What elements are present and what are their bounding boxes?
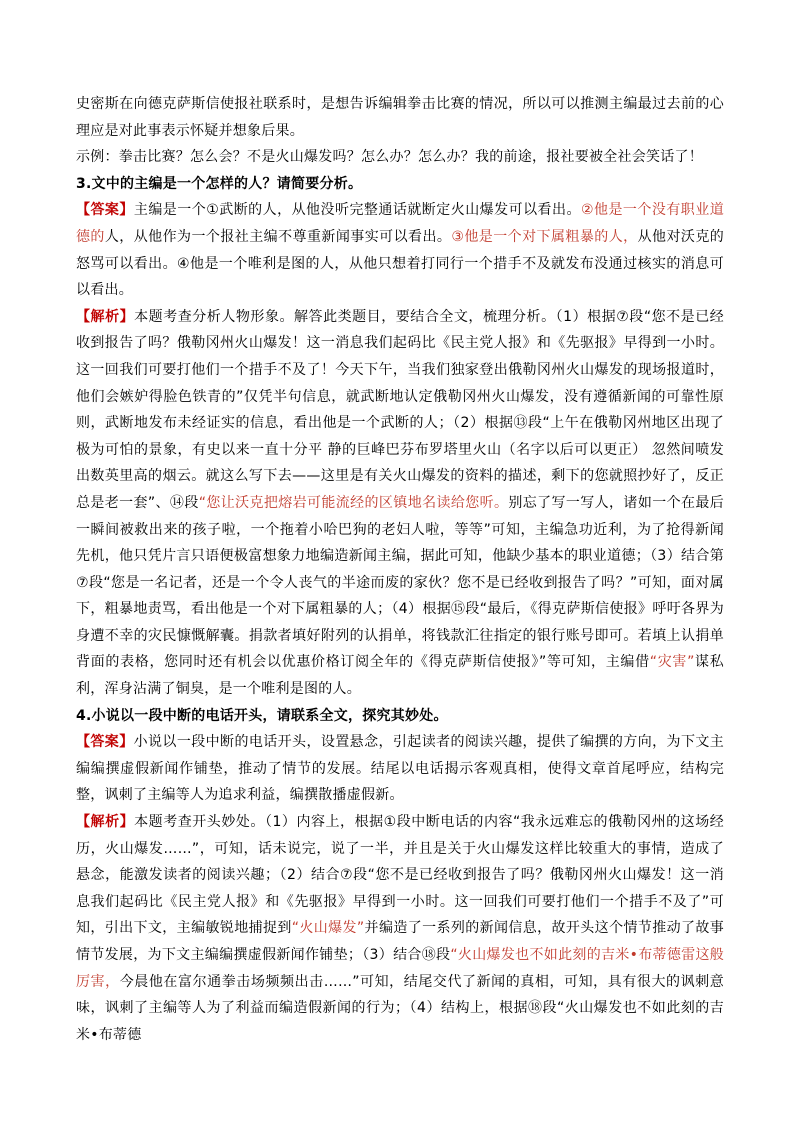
explanation-3-highlight-2: “灾害” [649,654,695,671]
explanation-4-text-1: 本题考查开头妙处。（1）内容上，根据①段中断电话的内容“我永远难忘的俄勒冈州的这场经历，火山爆发……”，可知，话未说完，说了一半，并且是关于火山爆发这样比较重大的事情，造成了悬念，能激发读者的阅读兴趣；（2）结合⑦段“您不是已经收到报告了吗？俄勒冈州火山爆发！这一消息我们起码比《民主党人报》和《先驱报》早得到一小时。这一回我们可要打他们一个措手不及了”可知，引出下文，主编敏锐地捕捉到 [76,814,724,937]
question-4: 4.小说以一段中断的电话开头，请联系全文，探究其妙处。 [76,707,448,724]
explanation-4-highlight-2: “火山爆发也不如此刻的吉米•布蒂德雷这般厉害， [76,947,725,990]
answer-tag: 【答案】 [76,734,134,751]
explanation-tag: 【解析】 [76,814,135,831]
explanation-4-text-3: 今晨他在富尔通拳击场频频出击……”可知，结尾交代了新闻的真相，可知，具有很大的讽刺意味，讽刺了主编等人为了利益而编造假新闻的行为；（4）结构上，根据⑱段“火山爆发也不如此刻的吉米•布蒂德 [76,973,724,1043]
answer-4 [76,729,724,809]
explanation-4-highlight-1: “火山爆发” [291,920,365,937]
paragraph-example: 示例：拳击比赛？怎么会？不是火山爆发吗？怎么办？怎么办？我的前途，报社要被全社会笑话了！ [76,149,703,166]
paragraph-context: 史密斯在向德克萨斯信使报社联系时，是想告诉编辑拳击比赛的情况，所以可以推测主编最过去前的心理应是对此事表示怀疑并想象后果。 [76,96,724,139]
answer-tag: 【答案】 [76,202,134,219]
answer-3-text-3: 从他对沃克的怒骂可以看出。④他是一个唯利是图的人，从他只想着打同行一个措手不及就发布没通过核实的消息可以看出。 [76,228,725,299]
answer-3-text-2: 人，从他作为一个报社主编不尊重新闻事实可以看出。 [104,228,452,245]
explanation-3 [76,304,724,703]
explanation-3-text-3: 谋私利，浑身沾满了铜臭，是一个唯利是图的人。 [76,654,724,698]
answer-3-highlight-2: ③他是一个对下属粗暴的人， [451,228,638,245]
explanation-3-highlight-1: “您让沃克把熔岩可能流经的区镇地名读给您听。 [198,494,509,511]
explanation-tag: 【解析】 [76,308,135,325]
explanation-3-text-2: 别忘了写一写人，诸如一个在最后一瞬间被救出来的孩子啦，一个拖着小哈巴狗的老妇人啦，等等”可知，主编急功近利，为了抢得新闻先机，他只凭片言只语便极富想象力地编造新闻主编，据此可知，他缺少基本的职业道德；（3）结合第⑦段“您是一名记者，还是一个令人丧气的半途而废的家伙？您不是已经收到报告了吗？”可知，面对属下，粗暴地责骂，看出他是一个对下属粗暴的人；（4）根据⑮段“最后，《得克萨斯信使报》呼吁各界为身遭不幸的灾民慷慨解囊。捐款者填好附列的认捐单，将钱款汇往指定的银行账号即可。若填上认捐单背面的表格，您同时还有机会以优惠价格订阅全年的《得克萨斯信使报》”等可知，主编借 [76,494,724,671]
answer-3 [76,197,724,303]
answer-3-text-1: 主编是一个①武断的人，从他没听完整通话就断定火山爆发可以看出。 [133,202,581,219]
document-page [76,91,724,1048]
explanation-4 [76,809,724,1048]
question-3: 3.文中的主编是一个怎样的人？请简要分析。 [76,175,363,192]
explanation-3-text-1: 本题考查分析人物形象。解答此类题目，要结合全文，梳理分析。（1）根据⑦段“您不是已经收到报告了吗？俄勒冈州火山爆发！这一消息我们起码比《民主党人报》和《先驱报》早得到一小时。这一回我们可要打他们一个措手不及了！今天下午，当我们独家登出俄勒冈州火山爆发的现场报道时，他们会嫉妒得脸色铁青的”仅凭半句信息，就武断地认定俄勒冈州火山爆发，没有遵循新闻的可靠性原则，武断地发布未经证实的信息，看出他是一个武断的人；（2）根据⑬段“上午在俄勒冈州地区出现了极为可怕的景象，有史以来一直十分平 静的巨峰巴芬布罗塔里火山（名字以后可以更正） 忽然间喷发出数英里高的烟云。就这么写下去——这里是有关火山爆发的资料的描述，剩下的您就照抄好了，反正总是老一套”、⑭段 [76,308,724,511]
answer-4-text: 小说以一段中断的电话开头，设置悬念，引起读者的阅读兴趣，提供了编撰的方向，为下文主编编撰虚假新闻作铺垫，推动了情节的发展。结尾以电话揭示客观真相，使得文章首尾呼应，结构完整，讽刺了主编等人为追求利益，编撰散播虚假新。 [76,734,725,804]
explanation-4-text-2: 并编造了一系列的新闻信息，故开头这个情节推动了故事情节发展，为下文主编编撰虚假新闻作铺垫；（3）结合⑱段 [76,920,724,963]
answer-3-highlight-1: ②他是一个没有职业道德的 [76,202,724,245]
